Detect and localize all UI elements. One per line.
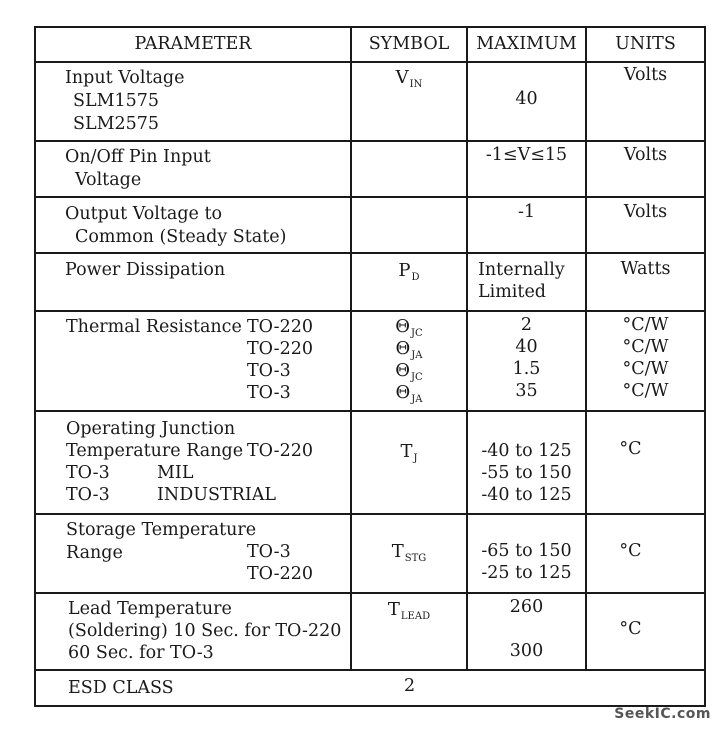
units-onoff: Volts: [623, 145, 668, 165]
max-output: -1: [517, 202, 536, 222]
junction-package: TO-220: [247, 441, 313, 461]
units-thermal: °C/W: [622, 359, 669, 379]
row-divider: [34, 196, 706, 198]
param-lead-line1: Lead Temperature: [68, 599, 232, 619]
param-storage-line1: Storage Temperature: [66, 520, 257, 540]
watermark: SeekIC.com: [614, 706, 711, 722]
max-thermal: 1.5: [512, 359, 541, 379]
header-divider: [34, 61, 706, 63]
units-output: Volts: [623, 202, 668, 222]
max-junction: -40 to 125: [481, 441, 572, 461]
row-divider: [34, 252, 706, 254]
table-border-bottom: [34, 705, 706, 707]
value-esd: 2: [404, 676, 416, 696]
max-thermal: 35: [515, 381, 538, 401]
param-input-voltage: Input Voltage: [65, 68, 185, 88]
symbol-pd: $P_D$: [398, 260, 420, 283]
max-onoff: -1≤V≤15: [485, 145, 568, 165]
row-divider: [34, 410, 706, 412]
param-junction-line4: TO-3: [66, 485, 110, 505]
thermal-package: TO-220: [247, 339, 313, 359]
param-power: Power Dissipation: [65, 260, 226, 280]
param-output-line1: Output Voltage to: [65, 204, 223, 224]
symbol-vin: $V_{IN}$: [395, 67, 423, 90]
max-junction: -55 to 150: [481, 463, 572, 483]
param-output-line2: Common (Steady State): [75, 227, 287, 247]
header-symbol: SYMBOL: [368, 34, 450, 54]
max-power-line2: Limited: [478, 282, 547, 302]
row-divider: [34, 140, 706, 142]
max-thermal: 2: [520, 315, 533, 335]
table-border-top: [34, 26, 706, 28]
param-thermal: Thermal Resistance: [66, 317, 242, 337]
param-storage-line2: Range: [66, 543, 123, 563]
table-border-right: [704, 26, 706, 707]
thermal-package: TO-220: [247, 317, 313, 337]
max-storage: -65 to 150: [481, 541, 572, 561]
thermal-package: TO-3: [247, 361, 291, 381]
param-onoff-line2: Voltage: [75, 170, 142, 190]
max-junction: -40 to 125: [481, 485, 572, 505]
param-lead-line2: (Soldering) 10 Sec. for TO-220: [68, 621, 342, 641]
symbol-tj: $T_J$: [400, 441, 418, 464]
symbol-theta-ja: $\Theta_{JA}$: [395, 338, 423, 361]
param-lead-line3: 60 Sec. for TO-3: [68, 643, 214, 663]
units-input-voltage: Volts: [623, 65, 668, 85]
symbol-theta-jc: $\Theta_{JC}$: [395, 360, 423, 383]
param-slm1575: SLM1575: [73, 91, 160, 111]
header-parameter: PARAMETER: [134, 34, 252, 54]
units-thermal: °C/W: [622, 381, 669, 401]
units-storage: °C: [619, 541, 642, 561]
symbol-theta-jc: $\Theta_{JC}$: [395, 316, 423, 339]
row-divider: [34, 592, 706, 594]
symbol-tstg: $T_{STG}$: [391, 541, 427, 564]
table-border-left: [34, 26, 36, 707]
max-power-line1: Internally: [478, 260, 565, 280]
max-thermal: 40: [515, 337, 538, 357]
storage-package: TO-3: [247, 542, 291, 562]
param-slm2575: SLM2575: [73, 114, 160, 134]
param-esd: ESD CLASS: [68, 678, 174, 698]
max-lead: 260: [509, 597, 544, 617]
row-divider: [34, 669, 706, 671]
row-divider: [34, 310, 706, 312]
param-junction-line3: TO-3: [66, 463, 110, 483]
units-junction: °C: [619, 439, 642, 459]
junction-package: INDUSTRIAL: [157, 485, 277, 505]
units-thermal: °C/W: [622, 337, 669, 357]
units-lead: °C: [619, 619, 642, 639]
param-junction-line1: Operating Junction: [66, 419, 236, 439]
junction-package: MIL: [157, 463, 194, 483]
units-thermal: °C/W: [622, 315, 669, 335]
row-divider: [34, 513, 706, 515]
thermal-package: TO-3: [247, 383, 291, 403]
symbol-tlead: $T_{LEAD}$: [387, 599, 431, 622]
units-power: Watts: [620, 259, 671, 279]
header-maximum: MAXIMUM: [476, 34, 577, 54]
param-onoff-line1: On/Off Pin Input: [65, 147, 211, 167]
header-units: UNITS: [615, 34, 676, 54]
max-storage: -25 to 125: [481, 563, 572, 583]
max-lead: 300: [509, 641, 544, 661]
param-junction-line2: Temperature Range: [66, 441, 244, 461]
max-input-voltage: 40: [515, 89, 538, 109]
storage-package: TO-220: [247, 564, 313, 584]
symbol-theta-ja: $\Theta_{JA}$: [395, 382, 423, 405]
